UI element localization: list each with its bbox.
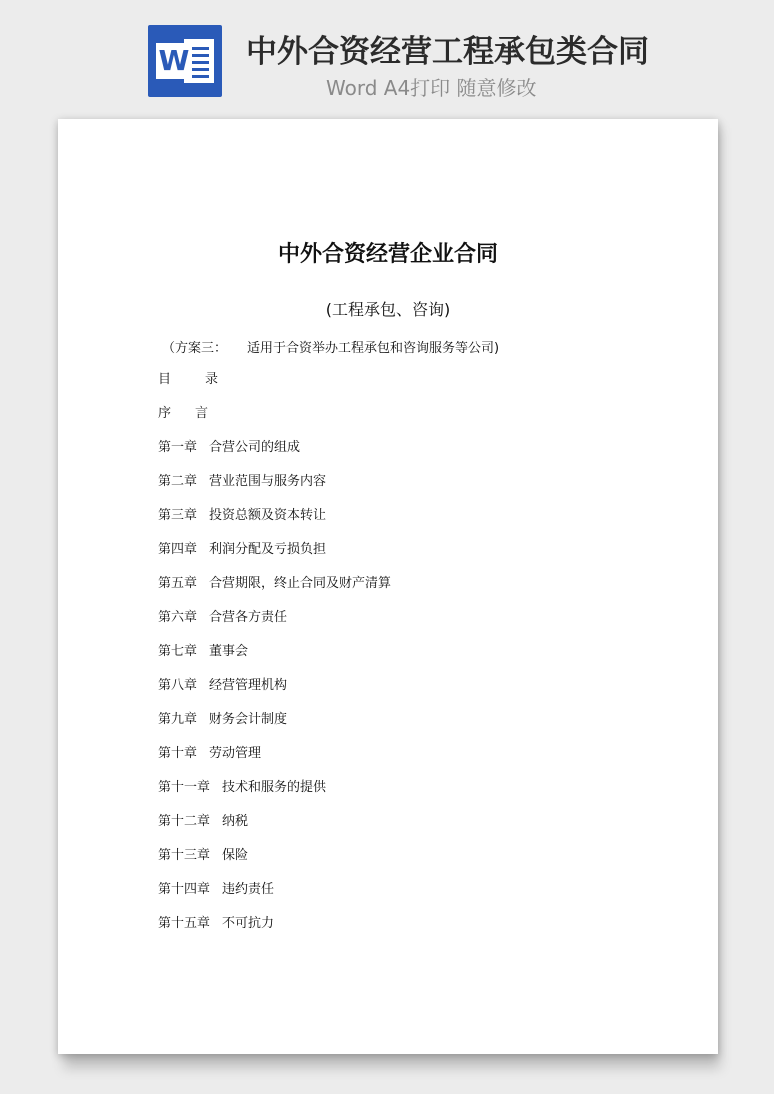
watermark	[554, 442, 640, 513]
word-icon-line	[189, 61, 209, 64]
document-subtitle: (工程承包、咨询)	[325, 300, 451, 319]
list-item	[158, 745, 391, 779]
list-item	[158, 915, 391, 949]
list-item	[158, 575, 391, 609]
chapter-title: 投资总额及资本转让	[209, 508, 327, 523]
list-item	[158, 881, 391, 915]
list-item	[158, 711, 391, 745]
scheme-note	[162, 337, 499, 356]
toc-preface-char: 言	[195, 406, 209, 421]
chapter-number: 第八章	[158, 678, 198, 693]
scheme-label: （方案三：	[162, 341, 228, 356]
watermark	[58, 862, 140, 933]
chapter-number: 第十三章	[158, 848, 211, 863]
chapter-title: 违约责任	[222, 882, 275, 897]
chapter-title: 营业范围与服务内容	[209, 474, 327, 489]
word-icon-line	[189, 54, 209, 57]
chapter-number: 第三章	[158, 508, 198, 523]
list-item	[158, 507, 391, 541]
chapter-title: 劳动管理	[209, 746, 262, 761]
chapter-number: 第七章	[158, 644, 198, 659]
chapter-number: 第五章	[158, 576, 198, 591]
document-title: 中外合资经营企业合同	[277, 242, 498, 267]
page-header	[0, 0, 774, 110]
list-item	[158, 813, 391, 847]
chapter-number: 第六章	[158, 610, 198, 625]
chapter-title: 财务会计制度	[209, 712, 288, 727]
word-icon-line	[189, 47, 209, 50]
header-subtitle: Word A4打印 随意修改	[326, 76, 537, 100]
chapter-title: 纳税	[222, 814, 249, 829]
list-item	[158, 473, 391, 507]
chapter-number: 第一章	[158, 440, 198, 455]
toc-preface	[158, 405, 391, 439]
chapter-number: 第十四章	[158, 882, 211, 897]
chapter-number: 第十一章	[158, 780, 211, 795]
chapter-title: 董事会	[209, 644, 249, 659]
chapter-number: 第十二章	[158, 814, 211, 829]
header-title: 中外合资经营工程承包类合同	[246, 34, 649, 70]
list-item	[158, 847, 391, 881]
watermark	[474, 862, 560, 933]
word-icon-line	[189, 75, 209, 78]
chapter-number: 第二章	[158, 474, 198, 489]
table-of-contents	[158, 371, 391, 949]
chapter-title: 利润分配及亏损负担	[209, 542, 327, 557]
list-item	[158, 779, 391, 813]
word-icon-line	[189, 68, 209, 71]
toc-heading-char: 目	[158, 372, 172, 387]
toc-preface-char: 序	[158, 406, 172, 421]
chapter-title: 保险	[222, 848, 249, 863]
list-item	[158, 643, 391, 677]
chapter-title: 合营各方责任	[209, 610, 288, 625]
chapter-number: 第十章	[158, 746, 198, 761]
chapter-number: 第四章	[158, 542, 198, 557]
document-page	[58, 119, 718, 1054]
toc-heading-char: 录	[205, 372, 219, 387]
list-item	[158, 541, 391, 575]
list-item	[158, 439, 391, 473]
chapter-number: 第十五章	[158, 916, 211, 931]
chapter-title: 合营公司的组成	[209, 440, 301, 455]
chapter-title: 经营管理机构	[209, 678, 288, 693]
chapter-title: 合营期限，终止合同及财产清算	[209, 576, 392, 591]
toc-heading	[158, 371, 391, 405]
chapter-title: 技术和服务的提供	[222, 780, 327, 795]
word-icon-letter: W	[156, 43, 192, 79]
scheme-text: 适用于合资举办工程承包和咨询服务等公司)	[247, 341, 500, 356]
list-item	[158, 609, 391, 643]
chapter-number: 第九章	[158, 712, 198, 727]
word-icon	[148, 25, 222, 97]
list-item	[158, 677, 391, 711]
chapter-title: 不可抗力	[222, 916, 275, 931]
